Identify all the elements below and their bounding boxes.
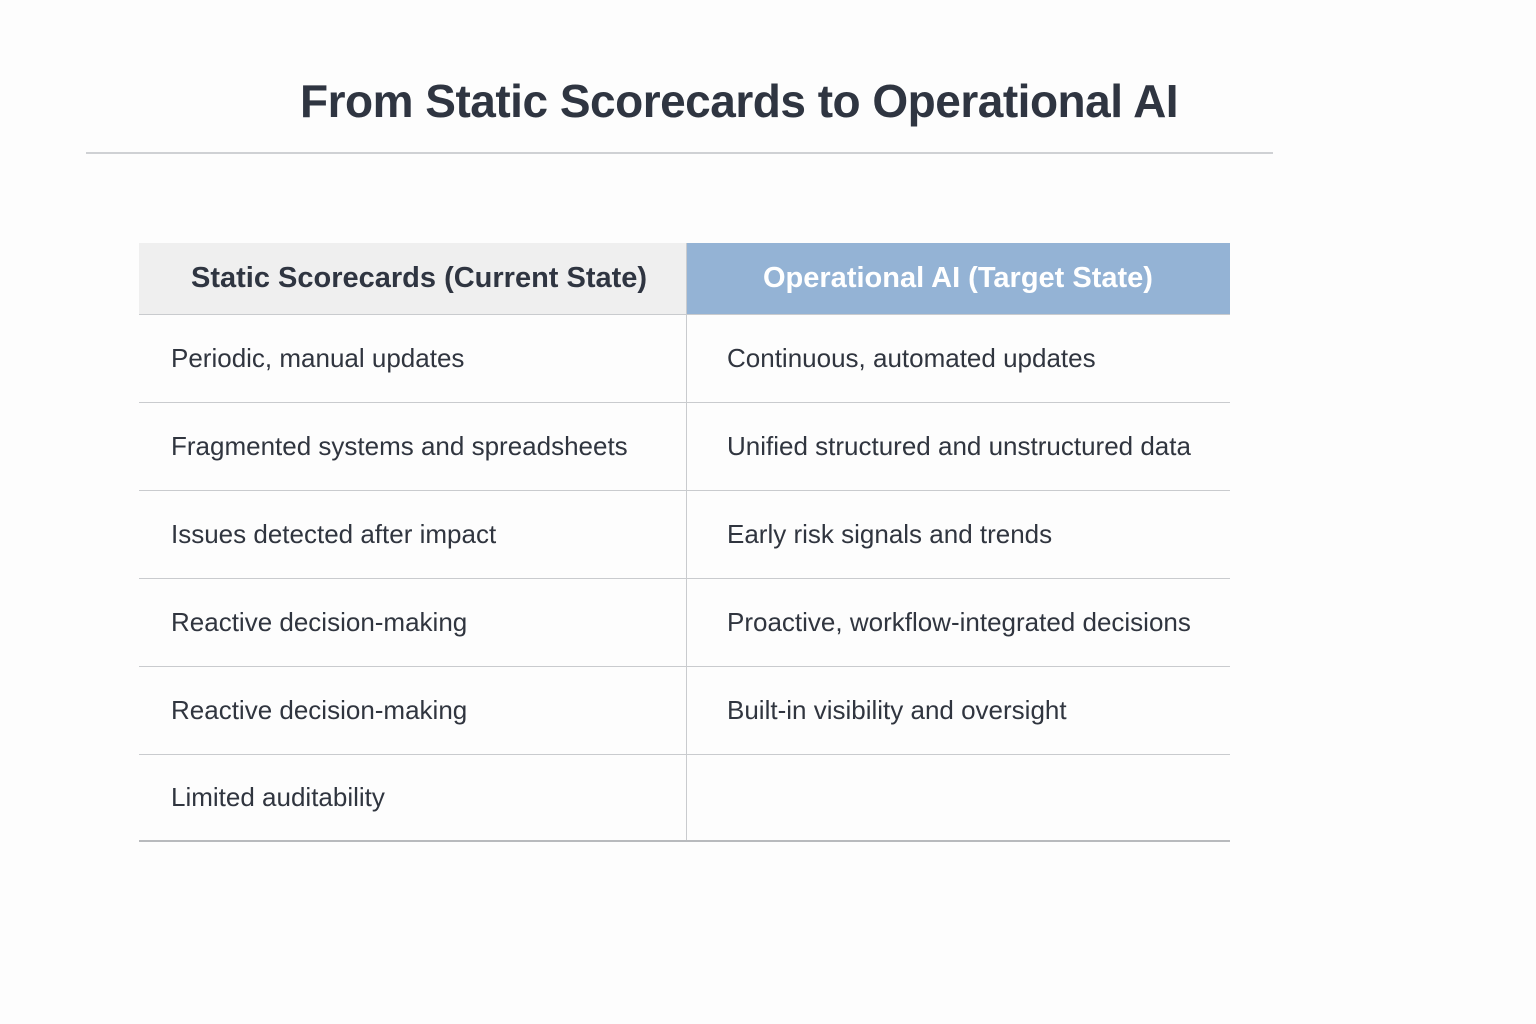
- table-header-row: [139, 243, 1230, 315]
- table-row: [139, 667, 1230, 755]
- current-state-cell: Issues detected after impact: [139, 491, 687, 578]
- current-state-cell: Reactive decision-making: [139, 667, 687, 754]
- table-row: [139, 755, 1230, 842]
- table-row: [139, 579, 1230, 667]
- current-state-cell: Limited auditability: [139, 755, 687, 840]
- header-current-state: Static Scorecards (Current State): [139, 243, 687, 314]
- target-state-cell: Built-in visibility and oversight: [727, 695, 1067, 725]
- current-state-cell: Fragmented systems and spreadsheets: [139, 403, 687, 490]
- table-row: [139, 403, 1230, 491]
- title-divider: [86, 152, 1273, 154]
- table-row: [139, 315, 1230, 403]
- target-state-cell: [687, 755, 1230, 840]
- table-row: [139, 491, 1230, 579]
- header-target-state: Operational AI (Target State): [687, 243, 1230, 314]
- target-state-cell: Early risk signals and trends: [727, 519, 1053, 549]
- target-state-cell: Continuous, automated updates: [727, 343, 1096, 373]
- comparison-table: [139, 243, 1230, 842]
- page-title: From Static Scorecards to Operational AI: [300, 75, 1179, 127]
- current-state-cell: Periodic, manual updates: [139, 315, 687, 402]
- target-state-cell: Unified structured and unstructured data: [727, 431, 1191, 461]
- target-state-cell: Proactive, workflow-integrated decisions: [727, 607, 1191, 637]
- current-state-cell: Reactive decision-making: [139, 579, 687, 666]
